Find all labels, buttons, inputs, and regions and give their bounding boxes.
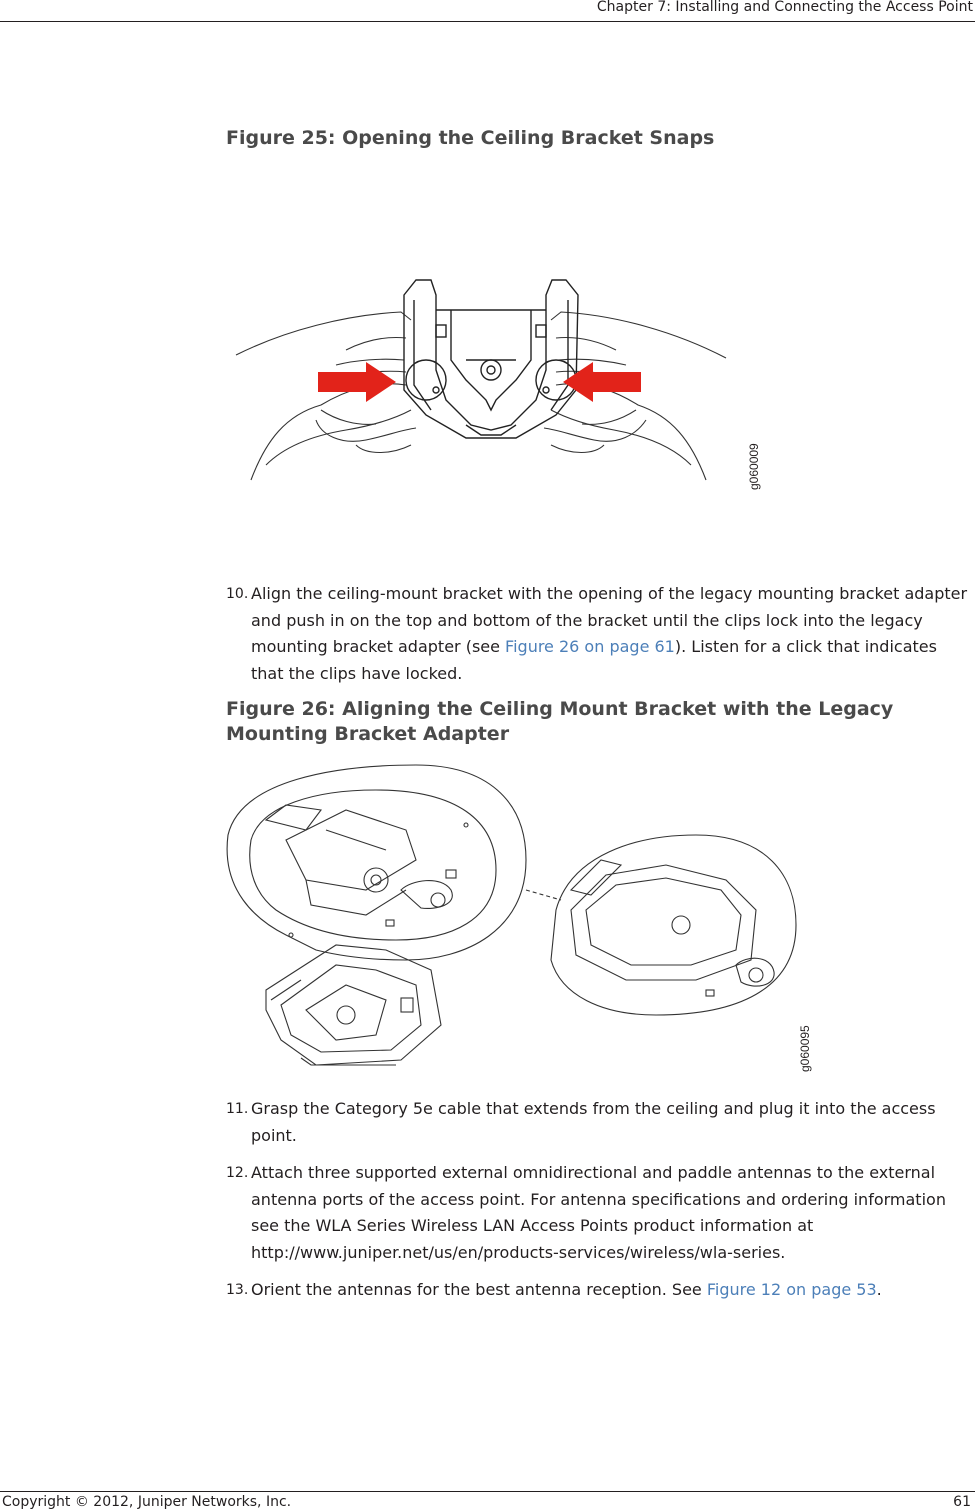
figure-25-illustration: [226, 240, 786, 540]
copyright: Copyright © 2012, Juniper Networks, Inc.: [2, 1494, 292, 1510]
figure-25-title: Figure 25: Opening the Ceiling Bracket Snaps: [226, 127, 715, 149]
step-12: [226, 1160, 974, 1266]
ceiling-mount-bracket: [266, 945, 441, 1065]
left-arrow: [318, 362, 396, 402]
step-11-text: Grasp the Category 5e cable that extends from the ceiling and plug it into the access point.: [251, 1099, 936, 1145]
alignment-line: [526, 890, 561, 900]
page-footer: [0, 1491, 975, 1512]
legacy-adapter: [227, 765, 526, 960]
assembled-bracket: [551, 835, 796, 1015]
step-13-text-end: .: [876, 1280, 882, 1299]
step-11: [226, 1096, 974, 1149]
step-11-number: 11.: [226, 1101, 249, 1117]
figure-26-illustration: [226, 760, 816, 1090]
step-10-text-end: ). Listen for a click that indicates that the clips have locked.: [251, 637, 937, 683]
step-13-number: 13.: [226, 1282, 249, 1298]
page-header: [0, 0, 975, 22]
figure-26-link[interactable]: Figure 26 on page 61: [505, 637, 675, 656]
chapter-title: Chapter 7: Installing and Connecting the Access Point: [596, 0, 973, 15]
figure-12-link[interactable]: Figure 12 on page 53: [706, 1280, 877, 1299]
figure-26-title: Figure 26: Aligning the Ceiling Mount Bracket with the Legacy Mounting Bracket Adapter: [226, 698, 894, 745]
step-12-text: Attach three supported external omnidirectional and paddle antennas to the external antenna ports of the access point. For antenna specifications and ordering information see the WLA Series Wireless LAN Access Points product information at http://www.juniper.net/us/en/products-services/wireless/wla-series.: [251, 1163, 946, 1262]
step-12-number: 12.: [226, 1165, 249, 1181]
ceiling-bracket: [404, 280, 578, 438]
figure-25-id: g060009: [747, 443, 761, 490]
step-10-number: 10.: [226, 586, 249, 602]
squeeze-arrows: [318, 362, 641, 402]
step-10-text: Align the ceiling-mount bracket with the opening of the legacy mounting bracket adapter and push in on the top and bottom of the bracket until the clips lock into the legacy mounting bracket adapter (see: [251, 584, 968, 656]
right-arrow: [563, 362, 641, 402]
left-hand-outline: [236, 312, 411, 355]
step-10: [226, 581, 974, 687]
figure-26-id: g060095: [798, 1025, 812, 1072]
step-13-text: Orient the antennas for the best antenna reception. See: [251, 1280, 707, 1299]
page-number: 61: [953, 1494, 971, 1510]
step-13: [226, 1277, 974, 1304]
